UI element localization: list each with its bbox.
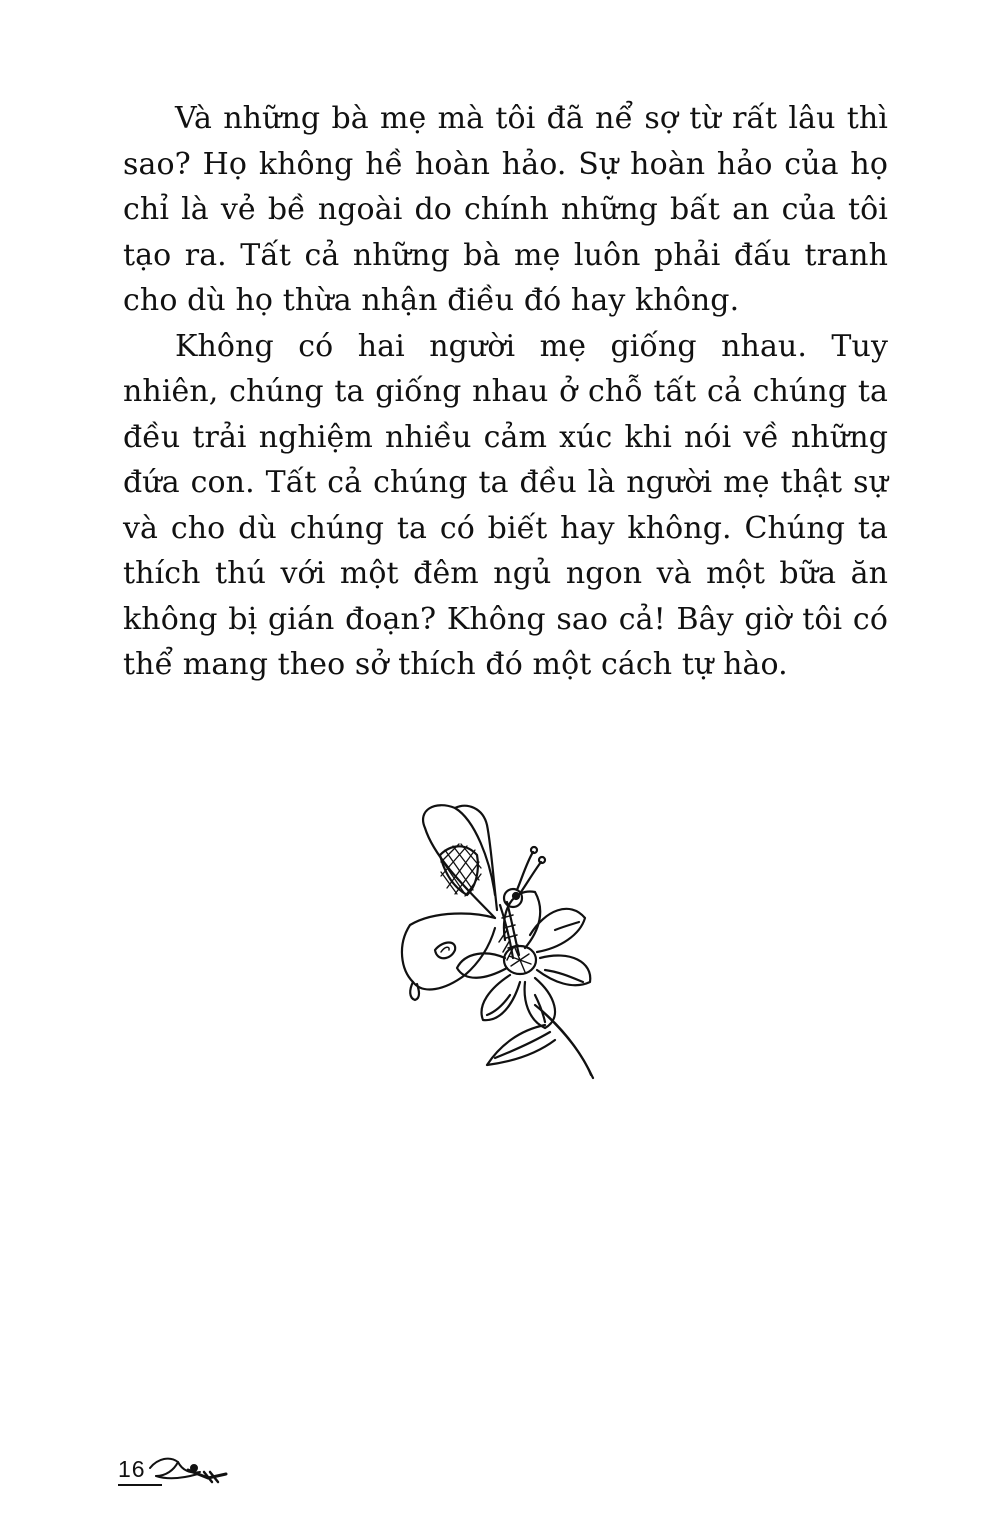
bird-ornament-icon: [148, 1448, 228, 1488]
page-number: 16: [118, 1456, 146, 1482]
paragraph-2: Không có hai người mẹ giống nhau. Tuy nhiên, chúng ta giống nhau ở chỗ tất cả chúng ta đều trải nghiệm nhiều cảm xúc khi nói về những đứa con. Tất cả chúng ta đều là người mẹ thật sự và cho dù chúng ta có biết hay không. Chúng ta thích thú với một đêm ngủ ngon và một bữa ăn không bị gián đoạn? Không sao cả! Bây giờ tôi có thể mang theo sở thích đó một cách tự hào.: [123, 328, 888, 682]
paragraph-1: Và những bà mẹ mà tôi đã nể sợ từ rất lâu thì sao? Họ không hề hoàn hảo. Sự hoàn hảo của họ chỉ là vẻ bề ngoài do chính những bất an của tôi tạo ra. Tất cả những bà mẹ luôn phải đấu tranh cho dù họ thừa nhận điều đó hay không.: [123, 101, 888, 318]
page-footer: [118, 1448, 238, 1488]
butterfly-on-flower-icon: [395, 800, 605, 1085]
body-text: [123, 96, 888, 688]
